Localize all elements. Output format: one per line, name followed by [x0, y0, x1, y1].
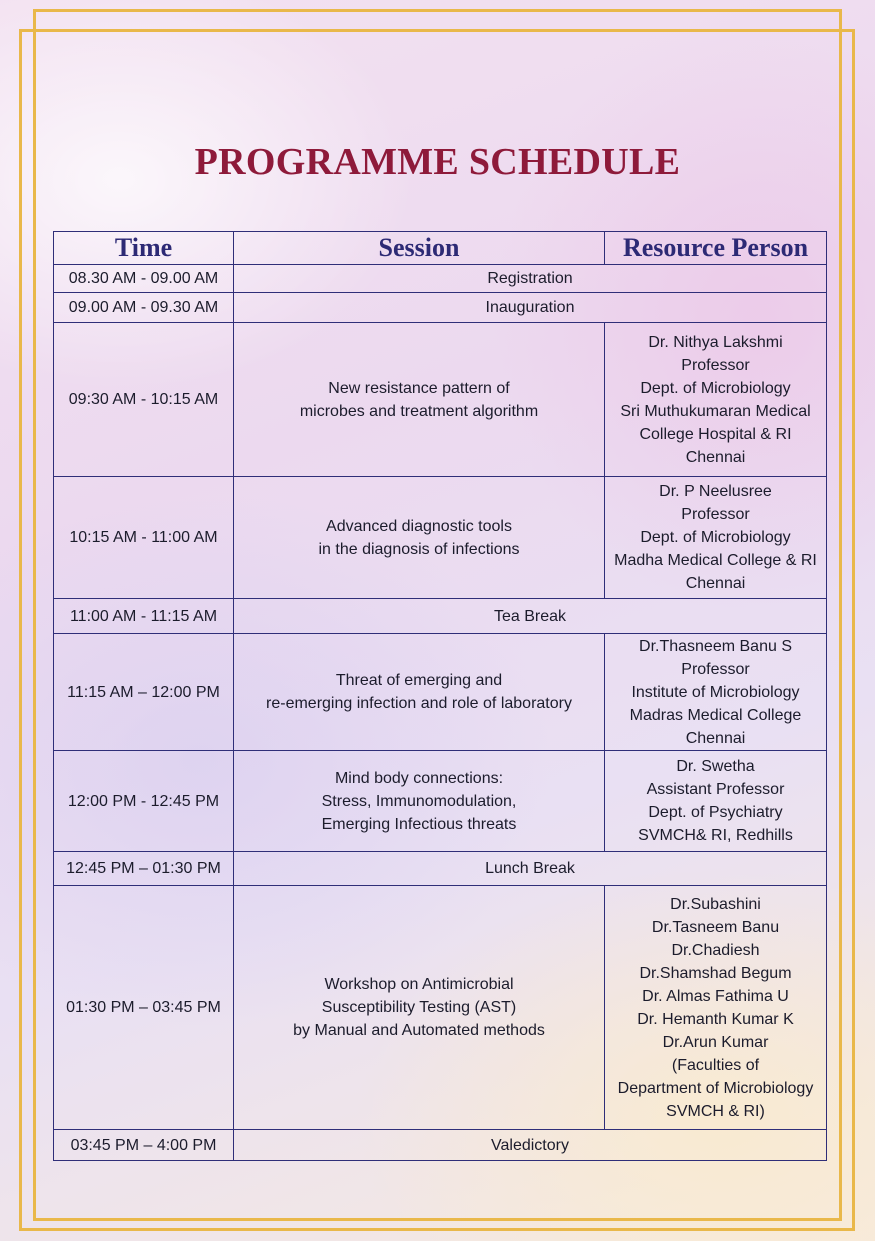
time-cell: 10:15 AM - 11:00 AM — [54, 477, 234, 599]
person-line: Professor — [681, 506, 750, 523]
person-line: Dept. of Psychiatry — [648, 804, 783, 821]
session-cell — [234, 477, 605, 599]
session-line: microbes and treatment algorithm — [299, 402, 539, 420]
person-line: Dr.Tasneem Banu — [651, 918, 780, 936]
header-session: Session — [234, 232, 605, 265]
person-line: Department of Microbiology — [617, 1079, 814, 1097]
person-line: Chennai — [685, 729, 746, 747]
session-line: Mind body connections: — [334, 769, 504, 787]
person-line: Dr. Nithya Lakshmi — [648, 333, 783, 351]
session-cell — [234, 323, 605, 477]
person-line: College Hospital & RI — [639, 425, 792, 443]
session-cell — [234, 852, 827, 886]
session-cell — [234, 599, 827, 634]
resource-person-cell — [605, 886, 827, 1130]
time-cell: 11:00 AM - 11:15 AM — [54, 599, 234, 634]
person-line: SVMCH & RI) — [666, 1102, 765, 1120]
header-row — [54, 232, 827, 265]
page-title: PROGRAMME SCHEDULE — [194, 141, 681, 183]
person-line: Chennai — [685, 448, 746, 466]
person-line: Dr.Subashini — [670, 895, 761, 913]
person-line: Sri Muthukumaran Medical — [620, 402, 811, 420]
session-line: Registration — [487, 270, 573, 287]
time-cell: 09.00 AM - 09.30 AM — [54, 293, 234, 323]
table-row — [54, 477, 827, 599]
person-line: SVMCH& RI, Redhills — [638, 827, 793, 844]
person-line: Dr.Shamshad Begum — [639, 964, 792, 982]
session-line: Emerging Infectious threats — [321, 815, 517, 833]
person-line: Professor — [681, 356, 750, 374]
person-line: Dr. Almas Fathima U — [642, 987, 789, 1005]
person-line: Assistant Professor — [646, 781, 785, 798]
person-line: Madha Medical College & RI — [614, 552, 817, 569]
session-line: Threat of emerging and — [335, 672, 503, 689]
time-cell: 08.30 AM - 09.00 AM — [54, 265, 234, 293]
schedule-table — [53, 231, 827, 1161]
person-line: (Faculties of — [671, 1056, 760, 1074]
time-cell: 12:45 PM – 01:30 PM — [54, 852, 234, 886]
person-line: Dr. Swetha — [676, 758, 755, 775]
session-line: Lunch Break — [485, 860, 575, 877]
person-line: Dept. of Microbiology — [640, 529, 791, 546]
time-cell: 11:15 AM – 12:00 PM — [54, 634, 234, 751]
session-line: Tea Break — [493, 607, 567, 625]
session-line: New resistance pattern of — [328, 379, 510, 397]
person-line: Dr.Thasneem Banu S — [639, 637, 792, 655]
person-line: Dr.Chadiesh — [671, 941, 760, 959]
session-line: Advanced diagnostic tools — [326, 517, 512, 535]
table-row — [54, 323, 827, 477]
table-row — [54, 599, 827, 634]
session-cell — [234, 1130, 827, 1161]
session-cell — [234, 293, 827, 323]
person-line: Madras Medical College — [629, 706, 802, 724]
person-line: Professor — [681, 660, 750, 678]
time-cell: 01:30 PM – 03:45 PM — [54, 886, 234, 1130]
table-row — [54, 852, 827, 886]
resource-person-cell — [605, 477, 827, 599]
session-line: Valedictory — [491, 1136, 569, 1154]
time-cell: 03:45 PM – 4:00 PM — [54, 1130, 234, 1161]
session-cell — [234, 634, 605, 751]
table-row — [54, 634, 827, 751]
session-line: re-emerging infection and role of laboratory — [266, 695, 572, 712]
session-cell — [234, 886, 605, 1130]
time-cell: 09:30 AM - 10:15 AM — [54, 323, 234, 477]
session-line: Susceptibility Testing (AST) — [321, 999, 517, 1016]
header-resource-person: Resource Person — [605, 232, 827, 265]
session-line: by Manual and Automated methods — [293, 1022, 545, 1039]
person-line: Institute of Microbiology — [631, 683, 800, 701]
person-line: Dept. of Microbiology — [640, 379, 791, 397]
resource-person-cell — [605, 751, 827, 852]
session-line: Stress, Immunomodulation, — [321, 792, 517, 810]
session-line: in the diagnosis of infections — [318, 540, 520, 558]
person-line: Dr. Hemanth Kumar K — [637, 1010, 794, 1028]
table-row — [54, 265, 827, 293]
session-cell — [234, 265, 827, 293]
person-line: Dr.Arun Kumar — [662, 1033, 769, 1051]
table-row — [54, 886, 827, 1130]
table-row — [54, 1130, 827, 1161]
session-line: Workshop on Antimicrobial — [324, 976, 514, 993]
header-time: Time — [54, 232, 234, 265]
time-cell: 12:00 PM - 12:45 PM — [54, 751, 234, 852]
person-line: Dr. P Neelusree — [659, 483, 772, 500]
session-cell — [234, 751, 605, 852]
table-row — [54, 293, 827, 323]
person-line: Chennai — [685, 575, 746, 592]
table-row — [54, 751, 827, 852]
resource-person-cell — [605, 323, 827, 477]
resource-person-cell — [605, 634, 827, 751]
session-line: Inauguration — [485, 299, 575, 316]
